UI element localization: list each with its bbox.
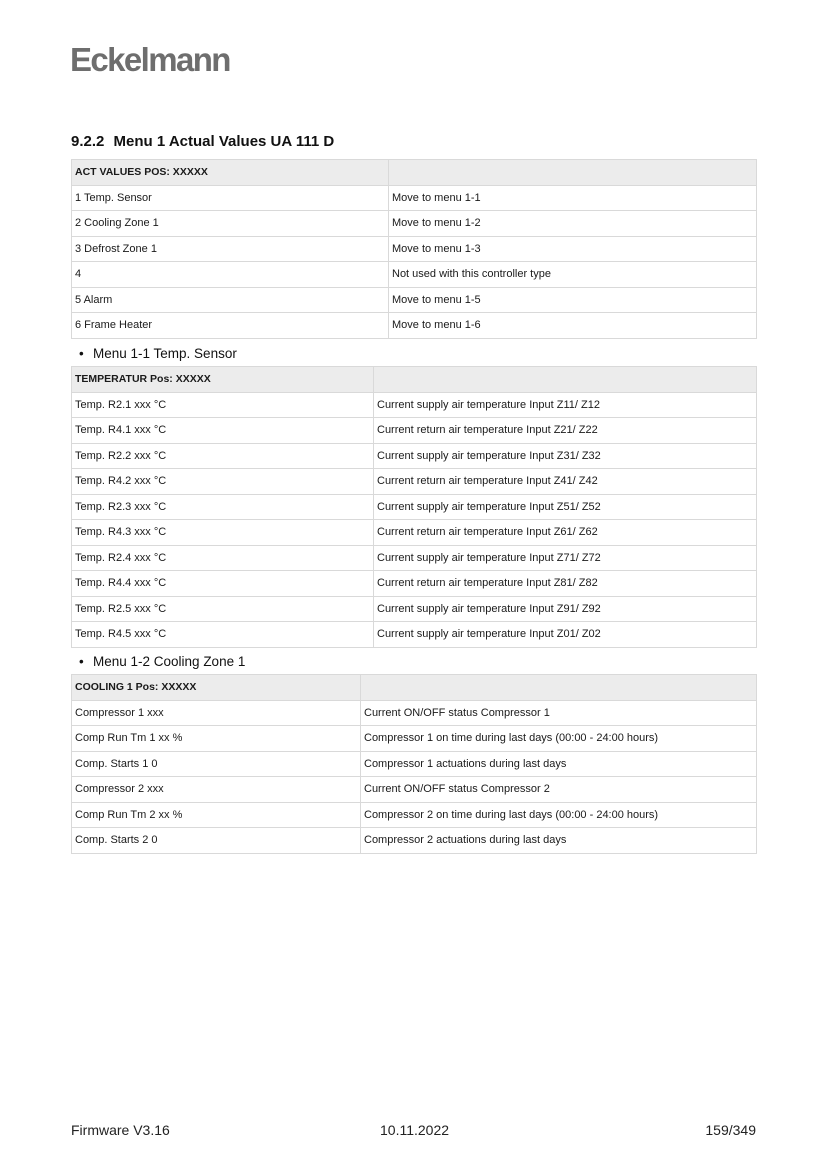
footer-page-number: 159/349	[705, 1122, 756, 1138]
table-row	[72, 236, 757, 262]
table-row	[72, 622, 757, 648]
table-row	[72, 596, 757, 622]
table-row	[72, 571, 757, 597]
table-row	[72, 802, 757, 828]
subsection-title: Menu 1-1 Temp. Sensor	[93, 346, 237, 361]
table-row	[72, 392, 757, 418]
table-cell: Comp. Starts 2 0	[72, 828, 361, 854]
table-header-cell: TEMPERATUR Pos: XXXXX	[72, 367, 374, 393]
eckelmann-logo: Eckelmann	[70, 41, 230, 78]
table-row	[72, 494, 757, 520]
table-cell: Temp. R4.4 xxx °C	[72, 571, 374, 597]
table-row	[72, 313, 757, 339]
subsection-heading-cooling-zone	[79, 654, 245, 669]
table-header-cell	[389, 160, 757, 186]
table-cell: Current return air temperature Input Z81/ Z82	[374, 571, 757, 597]
table-cell: Temp. R4.2 xxx °C	[72, 469, 374, 495]
table-cell: Comp. Starts 1 0	[72, 751, 361, 777]
table-cell: Move to menu 1-5	[389, 287, 757, 313]
table-cell: Current supply air temperature Input Z01/ Z02	[374, 622, 757, 648]
section-heading	[71, 133, 334, 150]
table-row	[72, 828, 757, 854]
table-row	[72, 777, 757, 803]
table-header-cell: ACT VALUES POS: XXXXX	[72, 160, 389, 186]
table-row	[72, 700, 757, 726]
temperatur-table	[71, 366, 757, 648]
table-header-cell: COOLING 1 Pos: XXXXX	[72, 675, 361, 701]
table-cell: Move to menu 1-1	[389, 185, 757, 211]
cooling-table	[71, 674, 757, 854]
table-cell: Temp. R2.4 xxx °C	[72, 545, 374, 571]
bullet-icon: •	[79, 654, 84, 669]
table-row	[72, 262, 757, 288]
table-cell: Temp. R4.3 xxx °C	[72, 520, 374, 546]
table-cell: Compressor 1 actuations during last days	[361, 751, 757, 777]
table-cell: 3 Defrost Zone 1	[72, 236, 389, 262]
table-cell: Current ON/OFF status Compressor 1	[361, 700, 757, 726]
table-cell: Compressor 1 xxx	[72, 700, 361, 726]
table-cell: Move to menu 1-6	[389, 313, 757, 339]
bullet-icon: •	[79, 346, 84, 361]
table-cell: 6 Frame Heater	[72, 313, 389, 339]
table-cell: Temp. R4.5 xxx °C	[72, 622, 374, 648]
table-cell: Compressor 1 on time during last days (00:00 - 24:00 hours)	[361, 726, 757, 752]
table-row	[72, 469, 757, 495]
table-cell: Compressor 2 actuations during last days	[361, 828, 757, 854]
table-cell: Temp. R2.5 xxx °C	[72, 596, 374, 622]
table-cell: Move to menu 1-2	[389, 211, 757, 237]
subsection-heading-temp-sensor	[79, 346, 237, 361]
cooling-table-block	[71, 674, 756, 854]
table-header-row	[72, 675, 757, 701]
section-number: 9.2.2	[71, 133, 105, 150]
table-cell: Current supply air temperature Input Z51/ Z52	[374, 494, 757, 520]
table-cell: Current return air temperature Input Z61/ Z62	[374, 520, 757, 546]
table-cell: Comp Run Tm 2 xx %	[72, 802, 361, 828]
table-row	[72, 751, 757, 777]
table-row	[72, 726, 757, 752]
table-cell: Current ON/OFF status Compressor 2	[361, 777, 757, 803]
table-cell: Compressor 2 xxx	[72, 777, 361, 803]
table-cell: Current supply air temperature Input Z31/ Z32	[374, 443, 757, 469]
footer-firmware: Firmware V3.16	[71, 1122, 170, 1138]
table-cell: Temp. R2.2 xxx °C	[72, 443, 374, 469]
table-cell: 4	[72, 262, 389, 288]
act-values-table	[71, 159, 757, 339]
table-row	[72, 211, 757, 237]
footer-date: 10.11.2022	[380, 1122, 450, 1138]
table-row	[72, 287, 757, 313]
table-row	[72, 520, 757, 546]
table-row	[72, 185, 757, 211]
table-cell: 2 Cooling Zone 1	[72, 211, 389, 237]
table-cell: Compressor 2 on time during last days (00:00 - 24:00 hours)	[361, 802, 757, 828]
act-values-table-block	[71, 159, 756, 339]
table-header-row	[72, 160, 757, 186]
table-row	[72, 545, 757, 571]
table-cell: Not used with this controller type	[389, 262, 757, 288]
table-cell: Current return air temperature Input Z41/ Z42	[374, 469, 757, 495]
table-cell: Current supply air temperature Input Z91/ Z92	[374, 596, 757, 622]
table-cell: Temp. R2.1 xxx °C	[72, 392, 374, 418]
section-title: Menu 1 Actual Values UA 111 D	[113, 133, 335, 150]
table-cell: Current return air temperature Input Z21/ Z22	[374, 418, 757, 444]
table-cell: Move to menu 1-3	[389, 236, 757, 262]
table-header-cell	[361, 675, 757, 701]
temperatur-table-block	[71, 366, 756, 648]
table-cell: Current supply air temperature Input Z11/ Z12	[374, 392, 757, 418]
table-cell: Current supply air temperature Input Z71/ Z72	[374, 545, 757, 571]
table-header-cell	[374, 367, 757, 393]
table-cell: 1 Temp. Sensor	[72, 185, 389, 211]
table-header-row	[72, 367, 757, 393]
table-cell: Temp. R2.3 xxx °C	[72, 494, 374, 520]
table-row	[72, 443, 757, 469]
table-cell: 5 Alarm	[72, 287, 389, 313]
table-row	[72, 418, 757, 444]
subsection-title: Menu 1-2 Cooling Zone 1	[93, 654, 246, 669]
table-cell: Temp. R4.1 xxx °C	[72, 418, 374, 444]
table-cell: Comp Run Tm 1 xx %	[72, 726, 361, 752]
